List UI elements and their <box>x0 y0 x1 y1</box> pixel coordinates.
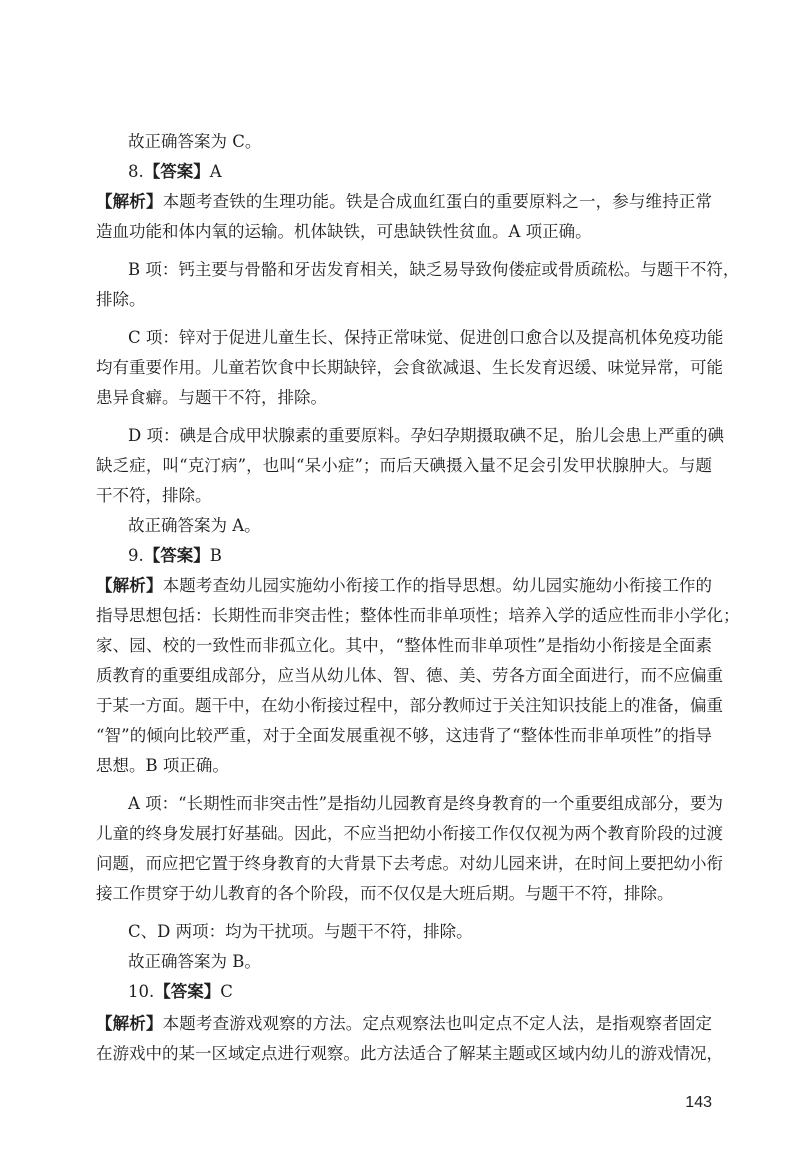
q9-analysis-line-1 <box>96 574 712 598</box>
q8-number: 8. <box>128 162 144 181</box>
q10-answer-tag: 【答案】 <box>154 982 221 1001</box>
q8-answer: A <box>209 162 222 181</box>
q8-option-b-line-2: 排除。 <box>96 290 146 309</box>
q8-option-d-line-3: 干不符，排除。 <box>96 486 212 505</box>
q9-option-a-line-3: 问题，而应把它置于终身教育的大背景下去考虑。对幼儿园来讲，在时间上要把幼小衔 <box>96 854 723 873</box>
q10-analysis-line-2: 在游戏中的某一区域定点进行观察。此方法适合了解某主题或区域内幼儿的游戏情况， <box>96 1044 723 1063</box>
q9-option-a-line-4: 接工作贯穿于幼儿教育的各个阶段，而不仅仅是大班后期。与题干不符，排除。 <box>96 884 674 903</box>
q9-option-a-line-2: 儿童的终身发展打好基础。因此，不应当把幼小衔接工作仅仅视为两个教育阶段的过渡 <box>96 824 723 843</box>
q10-analysis-line-1 <box>96 1012 712 1036</box>
q10-number: 10. <box>128 982 155 1001</box>
q9-analysis-line-3: 家、园、校的一致性而非孤立化。其中，“整体性而非单项性”是指幼小衔接是全面素 <box>96 636 712 655</box>
q9-number: 9. <box>128 546 144 565</box>
q9-analysis-line-2: 指导思想包括：长期性而非突击性；整体性而非单项性；培养入学的适应性而非小学化； <box>96 606 740 625</box>
page-number: 143 <box>685 1094 712 1111</box>
q9-analysis-line-7: 思想。B 项正确。 <box>96 756 229 775</box>
q9-answer-tag: 【答案】 <box>143 546 210 565</box>
q10-analysis-text-1: 本题考查游戏观察的方法。定点观察法也叫定点不定人法，是指观察者固定 <box>162 1014 713 1033</box>
q8-conclusion: 故正确答案为 A。 <box>128 516 261 535</box>
q9-analysis-text-1: 本题考查幼儿园实施幼小衔接工作的指导思想。幼儿园实施幼小衔接工作的 <box>162 576 713 595</box>
q9-conclusion: 故正确答案为 B。 <box>128 952 261 971</box>
q8-analysis-text-1: 本题考查铁的生理功能。铁是合成血红蛋白的重要原料之一，参与维持正常 <box>162 192 713 211</box>
q8-option-d-line-1: D 项：碘是合成甲状腺素的重要原料。孕妇孕期摄取碘不足，胎儿会患上严重的碘 <box>128 426 724 445</box>
q8-option-c-line-2: 均有重要作用。儿童若饮食中长期缺锌，会食欲减退、生长发育迟缓、味觉异常，可能 <box>96 358 723 377</box>
q8-option-c-line-1: C 项：锌对于促进儿童生长、保持正常味觉、促进创口愈合以及提高机体免疫功能 <box>128 328 724 347</box>
q9-analysis-line-5: 于某一方面。题干中，在幼小衔接过程中，部分教师过于关注知识技能上的准备，偏重 <box>96 696 723 715</box>
q8-analysis-tag: 【解析】 <box>96 192 163 211</box>
q8-answer-tag: 【答案】 <box>143 162 210 181</box>
q9-answer-line <box>128 544 222 568</box>
q8-option-b-line-1: B 项：钙主要与骨骼和牙齿发育相关，缺乏易导致佝偻症或骨质疏松。与题干不符， <box>128 260 740 279</box>
q9-option-cd-line: C、D 两项：均为干扰项。与题干不符，排除。 <box>128 922 473 941</box>
q9-answer: B <box>209 546 222 565</box>
q9-option-a-line-1: A 项：“长期性而非突击性”是指幼儿园教育是终身教育的一个重要组成部分，要为 <box>128 794 724 813</box>
q8-option-d-line-2: 缺乏症，叫“克汀病”，也叫“呆小症”；而后天碘摄入量不足会引发甲状腺肿大。与题 <box>96 456 712 475</box>
q10-answer: C <box>220 982 233 1001</box>
q10-answer-line <box>128 980 233 1004</box>
q9-analysis-line-6: “智”的倾向比较严重，对于全面发展重视不够，这违背了“整体性而非单项性”的指导 <box>96 726 712 745</box>
q10-analysis-tag: 【解析】 <box>96 1014 163 1033</box>
q7-conclusion: 故正确答案为 C。 <box>128 132 262 151</box>
q8-analysis-line-2: 造血功能和体内氧的运输。机体缺铁，可患缺铁性贫血。A 项正确。 <box>96 222 592 241</box>
q8-answer-line <box>128 160 222 184</box>
q8-option-c-line-3: 患异食癖。与题干不符，排除。 <box>96 388 327 407</box>
q9-analysis-line-4: 质教育的重要组成部分，应当从幼儿体、智、德、美、劳各方面全面进行，而不应偏重 <box>96 666 723 685</box>
q9-analysis-tag: 【解析】 <box>96 576 163 595</box>
q8-analysis-line-1 <box>96 190 712 214</box>
